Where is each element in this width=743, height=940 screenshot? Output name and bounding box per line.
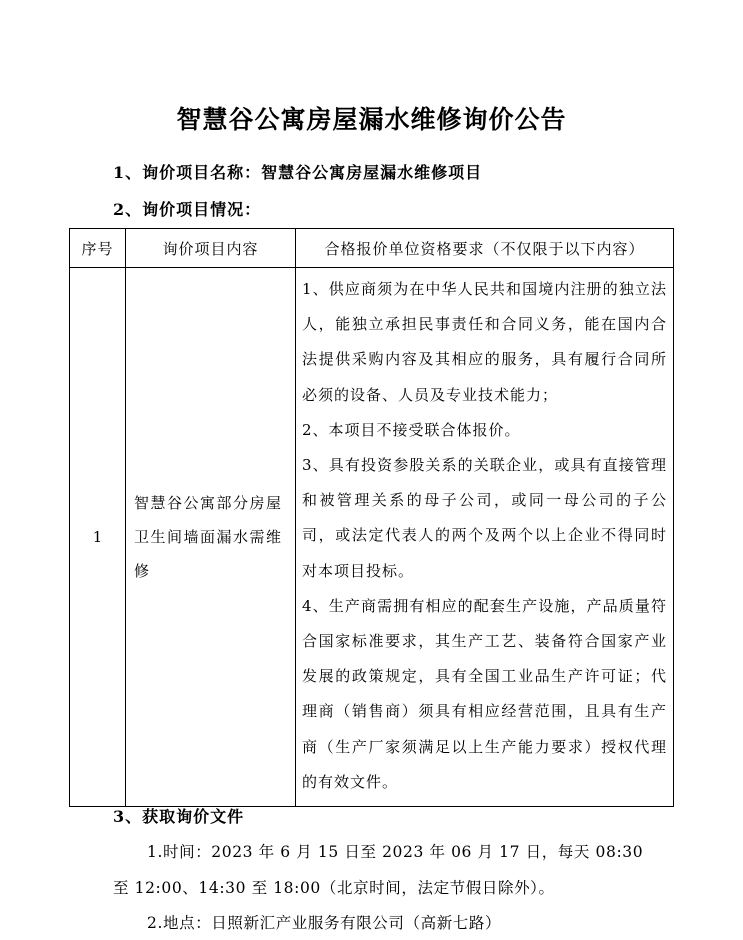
table-header-row [70,229,674,268]
page-title: 智慧谷公寓房屋漏水维修询价公告 [176,105,567,134]
section-project-name: 1、询价项目名称：智慧谷公寓房屋漏水维修项目 [113,163,483,182]
requirement-2: 2、本项目不接受联合体报价。 [302,420,521,439]
row-serial-number: 1 [70,268,126,807]
time-line-1: 1.时间：2023 年 6 月 15 日至 2023 年 06 月 17 日，每天 08:30 [147,843,644,861]
row-requirements [296,268,674,807]
requirement-3: 3、具有投资参股关系的关联企业，或具有直接管理和被管理关系的母子公司，或同一母公司的子公司，或法定代表人的两个及两个以上企业不得同时对本项目投标。 [302,456,667,580]
header-qualification-requirements: 合格报价单位资格要求（不仅限于以下内容） [296,229,674,268]
inquiry-table [69,228,674,807]
table-row [70,268,674,807]
requirement-1: 1、供应商须为在中华人民共和国境内注册的独立法人，能独立承担民事责任和合同义务，能在国内合法提供采购内容及其相应的服务，具有履行合同所必须的设备、人员及专业技术能力； [302,280,667,404]
section-project-details: 2、询价项目情况： [113,200,262,219]
section-obtain-documents: 3、获取询价文件 [113,807,245,826]
time-line-2: 至 12:00、14:30 至 18:00（北京时间，法定节假日除外）。 [113,879,555,897]
requirement-4: 4、生产商需拥有相应的配套生产设施，产品质量符合国家标准要求，其生产工艺、装备符合国家产业发展的政策规定，具有全国工业品生产许可证；代理商（销售商）须具有相应经营范围，且具有生产商（生产厂家须满足以上生产能力要求）授权代理的有效文件。 [302,596,667,791]
header-serial-number: 序号 [70,229,126,268]
row-item-content: 智慧谷公寓部分房屋卫生间墙面漏水需维修 [126,268,296,807]
header-item-content: 询价项目内容 [126,229,296,268]
location-line: 2.地点：日照新汇产业服务有限公司（高新七路） [147,914,502,932]
